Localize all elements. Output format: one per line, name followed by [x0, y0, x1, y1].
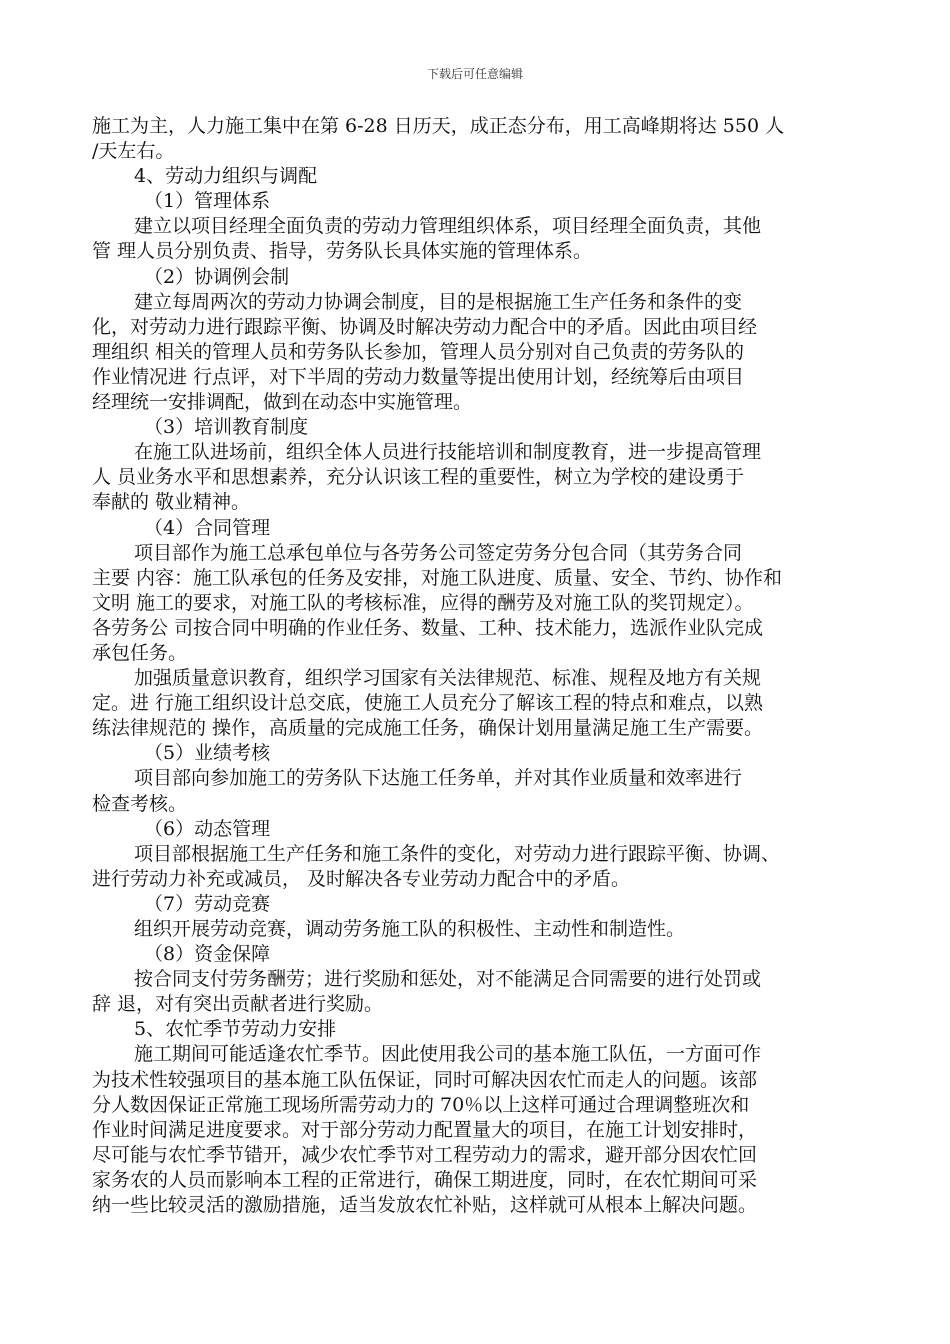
text-line: 经理统一安排调配，做到在动态中实施管理。: [92, 391, 473, 414]
text-line: 项目部向参加施工的劳务队下达施工任务单，并对其作业质量和效率进行: [134, 767, 743, 790]
section-heading: （8）资金保障: [144, 943, 271, 966]
text-line: 定。进 行施工组织设计总交底，使施工人员充分了解该工程的特点和难点，以熟: [92, 692, 764, 715]
text-line: 家务农的人员而影响本工程的正常进行，确保工期进度，同时，在农忙期间可采: [92, 1168, 758, 1191]
text-line: 5、农忙季节劳动力安排: [134, 1018, 337, 1041]
text-line: 练法律规范的 操作，高质量的完成施工任务，确保计划用量满足施工生产需要。: [92, 717, 764, 740]
text-line: 文明 施工的要求，对施工队的考核标准，应得的酬劳及对施工队的奖罚规定）。: [92, 591, 754, 614]
document-body: [92, 114, 864, 1218]
section-heading: （3）培训教育制度: [144, 416, 309, 439]
text-line: 分人数因保证正常施工现场所需劳动力的 70％以上这样可通过合理调整班次和: [92, 1093, 750, 1116]
text-line: 化，对劳动力进行跟踪平衡、协调及时解决劳动力配合中的矛盾。因此由项目经: [92, 315, 758, 338]
text-line: 为技术性较强项目的基本施工队伍保证，同时可解决因农忙而走人的问题。该部: [92, 1068, 758, 1091]
section-heading: （7）劳动竞赛: [144, 892, 271, 915]
text-line: 项目部根据施工生产任务和施工条件的变化，对劳动力进行跟踪平衡、协调、: [134, 842, 781, 865]
text-line: /天左右。: [92, 140, 175, 163]
text-line: 建立每周两次的劳动力协调会制度，目的是根据施工生产任务和条件的变: [134, 290, 743, 313]
text-line: 进行劳动力补充或减员， 及时解决各专业劳动力配合中的矛盾。: [92, 867, 631, 890]
text-line: 施工为主，人力施工集中在第 6-28 日历天，成正态分布，用工高峰期将达 550 人: [92, 115, 785, 137]
text-line: 管 理人员分别负责、指导，劳务队长具体实施的管理体系。: [92, 240, 593, 263]
text-line: 辞 退，对有突出贡献者进行奖励。: [92, 993, 384, 1016]
section-heading: （6）动态管理: [144, 817, 271, 840]
section-heading: （5）业绩考核: [144, 742, 271, 765]
text-line: 人 员业务水平和思想素养，充分认识该工程的重要性，树立为学校的建设勇于: [92, 466, 745, 489]
text-line: 尽可能与农忙季节错开，减少农忙季节对工程劳动力的需求，避开部分因农忙回: [92, 1143, 758, 1166]
text-line: 加强质量意识教育，组织学习国家有关法律规范、标准、规程及地方有关规: [134, 667, 762, 690]
text-line: 作业时间满足进度要求。对于部分劳动力配置量大的项目，在施工计划安排时，: [92, 1118, 758, 1141]
text-line: 建立以项目经理全面负责的劳动力管理组织体系，项目经理全面负责，其他: [134, 215, 762, 238]
text-line: 作业情况进 行点评，对下半周的劳动力数量等提出使用计划，经统筹后由项目: [92, 365, 745, 388]
section-heading: （4）合同管理: [144, 516, 271, 539]
text-line: 项目部作为施工总承包单位与各劳务公司签定劳务分包合同（其劳务合同: [134, 541, 743, 564]
text-line: 主要 内容：施工队承包的任务及安排，对施工队进度、质量、安全、节约、协作和: [92, 566, 783, 589]
text-line: 组织开展劳动竞赛，调动劳务施工队的积极性、主动性和制造性。: [134, 918, 686, 940]
text-line: 纳一些比较灵活的激励措施，适当发放农忙补贴，这样就可从根本上解决问题。: [92, 1194, 758, 1217]
section-heading: （2）协调例会制: [144, 265, 290, 288]
text-line: 承包任务。: [92, 641, 188, 664]
text-line: 在施工队进场前，组织全体人员进行技能培训和制度教育，进一步提高管理: [134, 441, 762, 464]
text-line: 4、劳动力组织与调配: [134, 165, 318, 188]
text-line: 检查考核。: [92, 792, 188, 815]
text-line: 理组织 相关的管理人员和劳务队长参加，管理人员分别对自己负责的劳务队的: [92, 340, 745, 363]
text-line: 各劳务公 司按合同中明确的作业任务、数量、工种、技术能力，选派作业队完成: [92, 616, 764, 639]
text-line: 施工期间可能适逢农忙季节。因此使用我公司的基本施工队伍，一方面可作: [134, 1043, 762, 1066]
text-line: 按合同支付劳务酬劳；进行奖励和惩处，对不能满足合同需要的进行处罚或: [134, 968, 762, 991]
page-header: 下载后可任意编辑: [426, 67, 523, 81]
text-line: 奉献的 敬业精神。: [92, 491, 251, 514]
section-heading: （1）管理体系: [144, 190, 271, 213]
